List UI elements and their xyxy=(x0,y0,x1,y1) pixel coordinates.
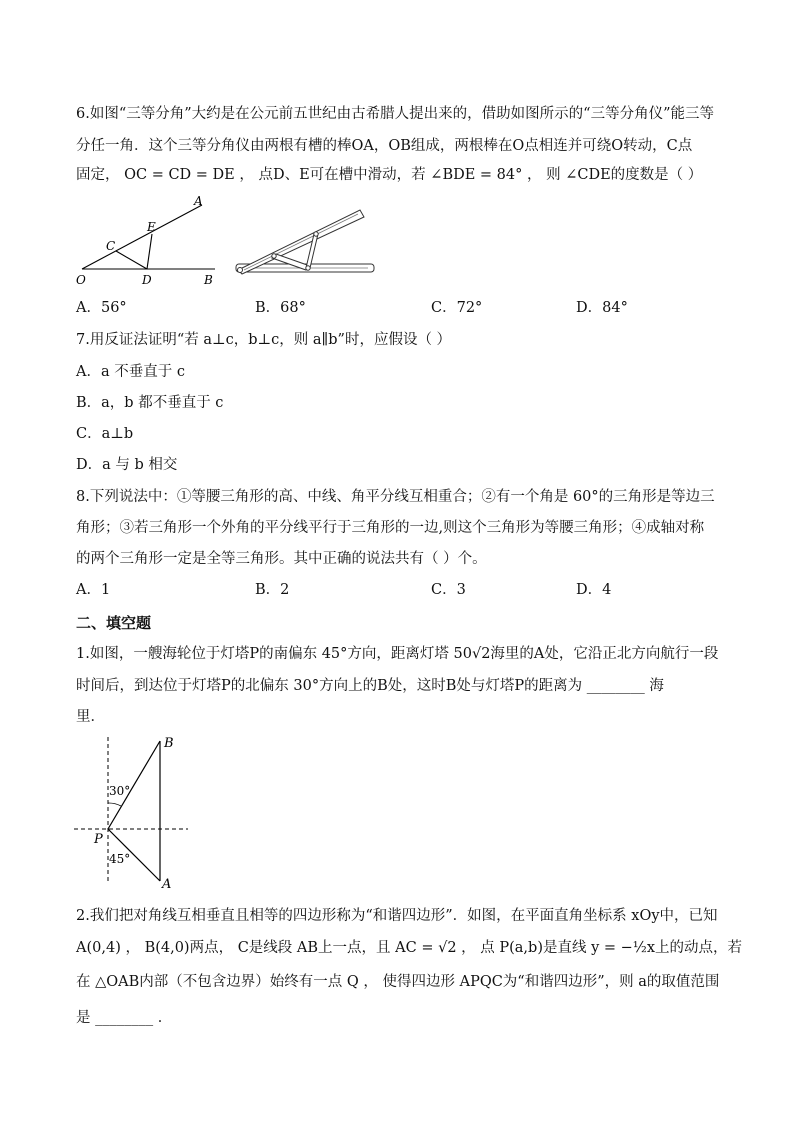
q8-option-d: D．4 xyxy=(576,582,612,598)
q6-label-O: O xyxy=(76,273,86,287)
q6-label-A: A xyxy=(194,195,203,208)
q6-label-D: D xyxy=(142,273,152,287)
q6-stem-line-2: 分任一角．这个三等分角仪由两根有槽的棒OA，OB组成，两根棒在O点相连并可绕O转动，C点 xyxy=(76,138,693,154)
f2-stem-line-1: 2.我们把对角线互相垂直且相等的四边形称为“和谐四边形”．如图，在平面直角坐标系 xOy中，已知 xyxy=(76,908,718,924)
f1-label-B: B xyxy=(164,736,174,751)
q6-trisector-instrument-illustration xyxy=(232,208,380,280)
q7-option-d: D．a 与 b 相交 xyxy=(76,457,178,473)
q7-option-b: B．a，b 都不垂直于 c xyxy=(76,395,224,411)
section-heading-fill-in: 二、填空题 xyxy=(76,614,152,632)
q7-option-c: C．a⊥b xyxy=(76,426,134,442)
f1-angle-45: 45° xyxy=(109,852,131,866)
f1-stem-line-2: 时间后，到达位于灯塔P的北偏东 30°方向上的B处，这时B处与灯塔P的距离为 ________ 海 xyxy=(76,678,664,694)
q6-stem-line-3: 固定， OC = CD = DE ， 点D、E可在槽中滑动，若 ∠BDE = 84° ， 则 ∠CDE的度数是（ ） xyxy=(76,167,703,183)
f1-lighthouse-diagram xyxy=(70,733,190,893)
q6-option-c: C．72° xyxy=(431,300,483,316)
f1-stem-line-1: 1.如图，一艘海轮位于灯塔P的南偏东 45°方向，距离灯塔 50√2海里的A处，它沿正北方向航行一段 xyxy=(76,646,719,662)
q8-option-b: B．2 xyxy=(255,582,290,598)
f2-stem-line-4: 是 ________ ． xyxy=(76,1010,173,1026)
f2-stem-line-2: A(0,4) ， B(4,0)两点， C是线段 AB上一点，且 AC = √2 ， 点 P(a,b)是直线 y = −½x上的动点，若 xyxy=(76,940,743,956)
q6-stem-line-1: 6.如图“三等分角”大约是在公元前五世纪由古希腊人提出来的，借助如图所示的“三等分角仪”能三等 xyxy=(76,106,714,122)
q8-option-a: A．1 xyxy=(76,582,111,598)
f1-angle-30: 30° xyxy=(109,784,131,798)
q7-stem: 7.用反证法证明“若 a⊥c，b⊥c，则 a∥b”时，应假设（ ） xyxy=(76,332,452,348)
q8-option-c: C．3 xyxy=(431,582,466,598)
q6-label-C: C xyxy=(106,239,116,253)
f1-stem-line-3: 里． xyxy=(76,709,105,725)
q8-stem-line-2: 角形；③若三角形一个外角的平分线平行于三角形的一边,则这个三角形为等腰三角形；④成轴对称 xyxy=(76,520,705,536)
q6-angle-trisection-diagram xyxy=(70,195,230,290)
q6-label-E: E xyxy=(147,220,156,234)
q6-option-a: A．56° xyxy=(76,300,127,316)
f2-stem-line-3: 在 △OAB内部（不包含边界）始终有一点 Q ， 使得四边形 APQC为“和谐四边形”，则 a的取值范围 xyxy=(76,974,720,990)
f1-label-A: A xyxy=(162,877,172,892)
q6-option-b: B．68° xyxy=(255,300,306,316)
q6-option-d: D．84° xyxy=(576,300,628,316)
q8-stem-line-3: 的两个三角形一定是全等三角形。其中正确的说法共有（ ）个。 xyxy=(76,551,487,567)
q8-stem-line-1: 8.下列说法中：①等腰三角形的高、中线、角平分线互相重合；②有一个角是 60°的三角形是等边三 xyxy=(76,489,715,505)
q6-label-B: B xyxy=(204,273,213,287)
f1-label-P: P xyxy=(94,832,103,847)
q7-option-a: A．a 不垂直于 c xyxy=(76,364,185,380)
